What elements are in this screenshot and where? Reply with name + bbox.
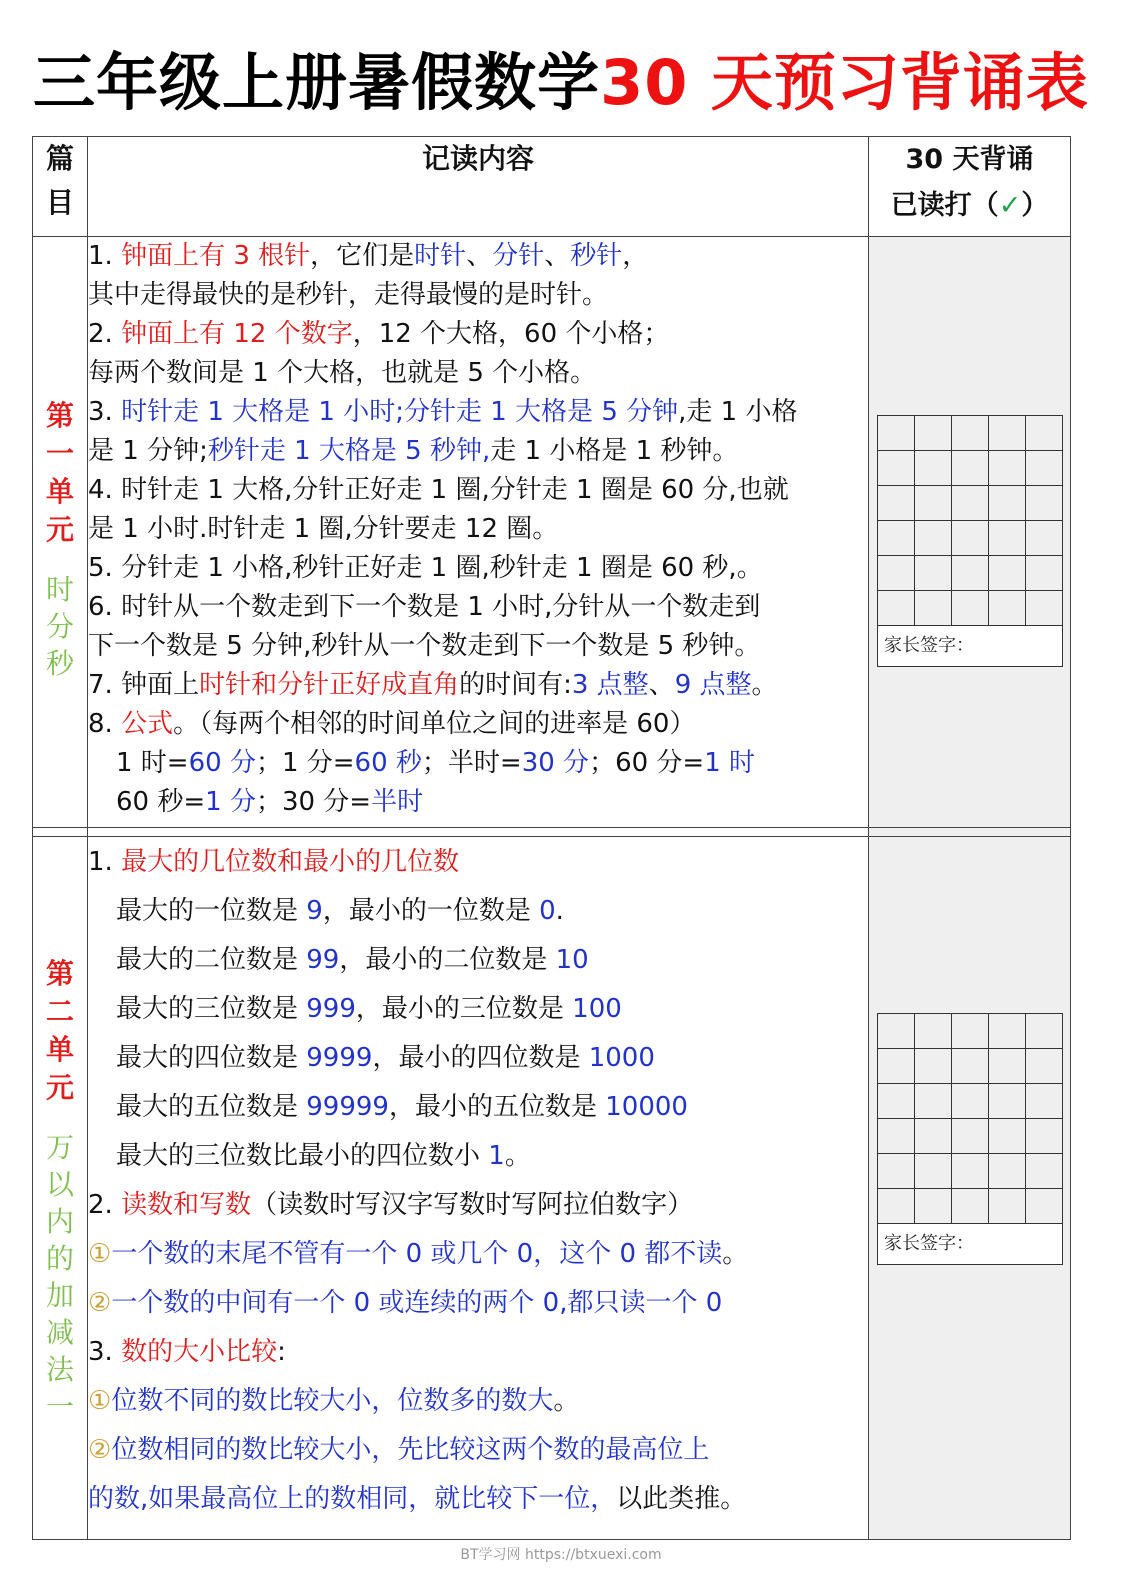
circled-number-icon: ② [88,1435,112,1465]
body-text: ，最小的二位数是 [339,945,556,975]
content-line [88,1426,868,1475]
highlight-blue-text: 9999 [306,1043,373,1073]
highlight-blue-text: 1 [488,1141,505,1171]
body-text: 的时间有: [459,670,572,700]
unit-number-char: 元 [45,1071,74,1104]
grid-checkbox-cell[interactable] [915,521,952,556]
highlight-blue-text: 9 [306,896,323,926]
grid-checkbox-cell[interactable] [952,1049,989,1084]
grid-checkbox-cell[interactable] [915,1049,952,1084]
content-line [88,887,868,936]
unit-topic-char: 秒 [45,647,74,680]
grid-checkbox-cell[interactable] [952,416,989,451]
content-line [88,1083,868,1132]
recite-grid-2 [877,1013,1063,1265]
sign-column-2 [869,837,1071,1540]
parent-signature-field[interactable]: 家长签字： [877,1224,1063,1265]
grid-checkbox-cell[interactable] [952,1084,989,1119]
highlight-blue-text: 位数相同的数比较大小，先比较这两个数的最高位上 [111,1435,710,1465]
highlight-blue-text: 秒针走 1 大格是 5 秒钟, [207,436,491,466]
grid-checkbox-cell[interactable] [878,521,915,556]
body-text: 7. 钟面上 [88,670,200,700]
unit-topic-char: 的 [45,1242,74,1275]
header-chapter-char: 篇 [45,142,74,175]
body-text: ，最小的四位数是 [372,1043,589,1073]
content-line [88,510,868,549]
content-line [88,471,868,510]
body-text: 每两个数间是 1 个大格，也就是 5 个小格。 [88,358,597,388]
circled-number-icon: ① [88,1386,112,1416]
body-text: 以此类推。 [616,1484,747,1514]
unit-number-char: 二 [45,995,74,1028]
highlight-blue-text: 1 分 [205,787,256,817]
grid-checkbox-cell[interactable] [915,1189,952,1224]
unit-content-2 [88,837,869,1540]
content-line [88,627,868,666]
grid-checkbox-cell[interactable] [878,591,915,626]
grid-checkbox-cell[interactable] [1026,1154,1063,1189]
grid-checkbox-cell[interactable] [952,1119,989,1154]
highlight-blue-text: 1 时 [704,748,756,778]
grid-checkbox-cell[interactable] [989,1119,1026,1154]
content-line [88,1181,868,1230]
sign-column-1 [869,237,1071,828]
highlight-red-text: 数的大小比较 [121,1337,278,1367]
checkmark-icon: ✓ [998,190,1022,221]
page-title [0,38,1122,128]
highlight-blue-text: 时针 [414,241,467,271]
content-line [88,936,868,985]
grid-checkbox-cell[interactable] [1026,1049,1063,1084]
grid-checkbox-cell[interactable] [1026,486,1063,521]
grid-checkbox-cell[interactable] [952,486,989,521]
content-line [88,432,868,471]
body-text: 3. [88,397,122,427]
body-text: 1 时= [116,748,189,778]
grid-checkbox-cell[interactable] [989,521,1026,556]
body-text: 2. [88,1190,122,1220]
unit-number-char: 元 [45,513,74,546]
content-line [88,1475,868,1524]
unit-label-1 [33,237,88,828]
content-line [88,393,868,432]
grid-checkbox-cell[interactable] [989,486,1026,521]
grid-checkbox-cell[interactable] [952,591,989,626]
highlight-red-text: 钟面上有 3 根针 [121,241,311,271]
body-text: 60 秒= [116,787,206,817]
body-text: 最大的五位数是 [116,1092,307,1122]
grid-checkbox-cell[interactable] [989,1049,1026,1084]
highlight-blue-text: 10000 [605,1092,688,1122]
grid-checkbox-cell[interactable] [1026,556,1063,591]
body-text: ， [622,241,649,271]
body-text: 、 [466,241,493,271]
grid-checkbox-cell[interactable] [952,1014,989,1049]
body-text: （读数时写汉字写数时写阿拉伯数字） [251,1190,694,1220]
content-line [88,1034,868,1083]
body-text: 最大的一位数是 [116,896,307,926]
body-text: ，它们是 [310,241,415,271]
body-text: 。 [722,1239,749,1269]
highlight-red-text: 最大的几位数和最小的几位数 [121,847,460,877]
body-text: ；1 分= [255,748,355,778]
header-content: 记读内容 [88,137,869,237]
grid-checkbox-cell[interactable] [1026,591,1063,626]
body-text: 最大的三位数比最小的四位数小 [116,1141,489,1171]
content-line [88,1230,868,1279]
content-line [88,549,868,588]
highlight-blue-text: 10 [555,945,589,975]
grid-checkbox-cell[interactable] [878,1084,915,1119]
body-text: ，最小的三位数是 [355,994,573,1024]
body-text: 1. [88,241,122,271]
grid-checkbox-cell[interactable] [1026,416,1063,451]
grid-checkbox-cell[interactable] [915,486,952,521]
highlight-red-text: 钟面上有 12 个数字 [121,319,353,349]
body-text: 。 [504,1141,531,1171]
grid-checkbox-cell[interactable] [915,1014,952,1049]
body-text: ,走 1 小格 [678,397,798,427]
header-chapter [33,137,88,237]
grid-checkbox-cell[interactable] [989,556,1026,591]
highlight-red-text: 读数和写数 [121,1190,252,1220]
grid-checkbox-cell[interactable] [878,1049,915,1084]
content-line [88,1328,868,1377]
body-text: 最大的三位数是 [116,994,307,1024]
content-line [88,237,868,276]
body-text: 最大的二位数是 [116,945,307,975]
highlight-blue-text: 3 点整 [571,670,649,700]
highlight-blue-text: 一个数的末尾不管有一个 0 或几个 0，这个 0 都不读 [111,1239,723,1269]
unit-number-char: 单 [45,475,74,508]
grid-checkbox-cell[interactable] [915,591,952,626]
grid-checkbox-cell[interactable] [878,1014,915,1049]
content-line [88,1132,868,1181]
highlight-blue-text: 30 分 [521,748,590,778]
content-line [88,1377,868,1426]
body-text: 、 [544,241,571,271]
body-text: 走 1 小格是 1 秒钟。 [490,436,739,466]
grid-checkbox-cell[interactable] [989,1189,1026,1224]
body-text: 、 [648,670,675,700]
body-text: 2. [88,319,122,349]
unit-number-char: 一 [45,437,74,470]
highlight-blue-text: 的数,如果最高位上的数相同，就比较下一位， [88,1484,617,1514]
body-text: 其中走得最快的是秒针，走得最慢的是时针。 [88,280,609,310]
body-text: ，最小的五位数是 [388,1092,606,1122]
body-text: : [277,1337,286,1367]
unit-topic-char: 内 [45,1205,74,1238]
body-text: 。（每两个相邻的时间单位之间的进率是 60） [173,709,696,739]
content-line [88,315,868,354]
header-row [33,137,1071,237]
highlight-blue-text: 1000 [588,1043,655,1073]
grid-checkbox-cell[interactable] [989,1014,1026,1049]
unit-topic-char: 加 [45,1279,74,1312]
unit-topic-char: 减 [45,1316,74,1349]
grid-checkbox-cell[interactable] [915,416,952,451]
content-line [88,783,868,822]
grid-checkbox-cell[interactable] [878,451,915,486]
body-text: ；30 分= [255,787,372,817]
body-text: 是 1 小时.时针走 1 圈,分针要走 12 圈。 [88,514,559,544]
highlight-blue-text: 60 秒 [354,748,422,778]
unit-number-char: 第 [45,957,74,990]
content-line [88,838,868,887]
grid-checkbox-cell[interactable] [1026,1119,1063,1154]
watermark-footer: BT学习网 https://btxuexi.com [460,1547,662,1563]
unit-topic-char: 一 [45,1390,74,1423]
content-line [88,588,868,627]
circled-number-icon: ② [88,1288,112,1318]
body-text: 最大的四位数是 [116,1043,307,1073]
unit-number-char: 单 [45,1033,74,1066]
grid-checkbox-cell[interactable] [989,591,1026,626]
grid-checkbox-cell[interactable] [915,1119,952,1154]
unit-topic-char: 法 [45,1353,74,1386]
grid-checkbox-cell[interactable] [1026,1014,1063,1049]
body-text: 。 [553,1386,580,1416]
header-recite-paren: ） [1021,190,1049,221]
unit-topic-char: 分 [45,610,74,643]
highlight-blue-text: 0 [539,896,556,926]
grid-checkbox-cell[interactable] [989,1154,1026,1189]
grid-checkbox-cell[interactable] [1026,451,1063,486]
body-text: . [555,896,564,926]
body-text: 是 1 分钟; [88,436,208,466]
grid-checkbox-cell[interactable] [989,1084,1026,1119]
highlight-red-text: 时针和分针正好成直角 [199,670,460,700]
content-line [88,985,868,1034]
content-line [88,1279,868,1328]
grid-checkbox-cell[interactable] [915,1084,952,1119]
unit-label-2 [33,837,88,1540]
highlight-blue-text: 一个数的中间有一个 0 或连续的两个 0,都只读一个 0 [111,1288,723,1318]
unit-row-2 [33,837,1071,1540]
body-text: 4. 时针走 1 大格,分针正好走 1 圈,分针走 1 圈是 60 分,也就 [88,475,789,505]
body-text: ，最小的一位数是 [322,896,540,926]
content-line [88,705,868,744]
grid-checkbox-cell[interactable] [952,521,989,556]
body-text: 。 [751,670,778,700]
recitation-table [32,136,1071,1540]
highlight-blue-text: 分针 [492,241,545,271]
header-chapter-char: 目 [45,186,74,219]
content-line [88,276,868,315]
body-text: ；60 分= [589,748,705,778]
grid-checkbox-cell[interactable] [915,556,952,591]
body-text: 3. [88,1337,122,1367]
grid-checkbox-cell[interactable] [878,556,915,591]
title-red: 30 天预习背诵表 [600,46,1089,119]
highlight-blue-text: 999 [306,994,356,1024]
highlight-blue-text: 60 分 [188,748,256,778]
body-text: 6. 时针从一个数走到下一个数是 1 小时,分针从一个数走到 [88,592,761,622]
grid-checkbox-cell[interactable] [915,451,952,486]
grid-checkbox-cell[interactable] [878,1154,915,1189]
highlight-blue-text: 100 [572,994,622,1024]
grid-checkbox-cell[interactable] [878,1189,915,1224]
content-line [88,354,868,393]
body-text: 1. [88,847,122,877]
unit-content-1 [88,237,869,828]
highlight-blue-text: 99999 [306,1092,389,1122]
unit-topic-char: 以 [45,1168,74,1201]
unit-number-char: 第 [45,399,74,432]
highlight-blue-text: 9 点整 [674,670,752,700]
circled-number-icon: ① [88,1239,112,1269]
body-text: 5. 分针走 1 小格,秒针正好走 1 圈,秒针走 1 圈是 60 秒,。 [88,553,763,583]
header-recite-line2: 已读打（ [890,190,999,221]
grid-checkbox-cell[interactable] [952,556,989,591]
parent-signature-field[interactable]: 家长签字： [877,626,1063,667]
unit-row-1 [33,237,1071,828]
highlight-red-text: 公式 [121,709,174,739]
body-text: ；半时= [421,748,522,778]
highlight-blue-text: 时针走 1 大格是 1 小时;分针走 1 大格是 5 分钟 [121,397,679,427]
grid-checkbox-cell[interactable] [915,1154,952,1189]
highlight-blue-text: 半时 [371,787,424,817]
header-recite [869,137,1071,237]
grid-checkbox-cell[interactable] [989,451,1026,486]
unit-topic-char: 时 [45,573,74,606]
content-line [88,666,868,705]
grid-checkbox-cell[interactable] [878,1119,915,1154]
body-text: 8. [88,709,122,739]
grid-checkbox-cell[interactable] [1026,1189,1063,1224]
grid-checkbox-cell[interactable] [952,451,989,486]
grid-checkbox-cell[interactable] [1026,521,1063,556]
content-line [88,744,868,783]
highlight-blue-text: 99 [306,945,340,975]
unit-spacer-row [33,828,1071,837]
body-text: ，12 个大格，60 个小格； [352,319,670,349]
title-black: 三年级上册暑假数学 [33,46,601,119]
grid-checkbox-cell[interactable] [952,1189,989,1224]
grid-checkbox-cell[interactable] [878,416,915,451]
unit-topic-char: 万 [45,1131,74,1164]
grid-checkbox-cell[interactable] [878,486,915,521]
highlight-blue-text: 位数不同的数比较大小，位数多的数大 [111,1386,554,1416]
highlight-blue-text: 秒针 [570,241,623,271]
header-recite-line1: 30 天背诵 [905,144,1034,175]
body-text: 下一个数是 5 分钟,秒针从一个数走到下一个数是 5 秒钟。 [88,631,761,661]
grid-checkbox-cell[interactable] [989,416,1026,451]
grid-checkbox-cell[interactable] [952,1154,989,1189]
recite-grid-1 [877,415,1063,667]
grid-checkbox-cell[interactable] [1026,1084,1063,1119]
